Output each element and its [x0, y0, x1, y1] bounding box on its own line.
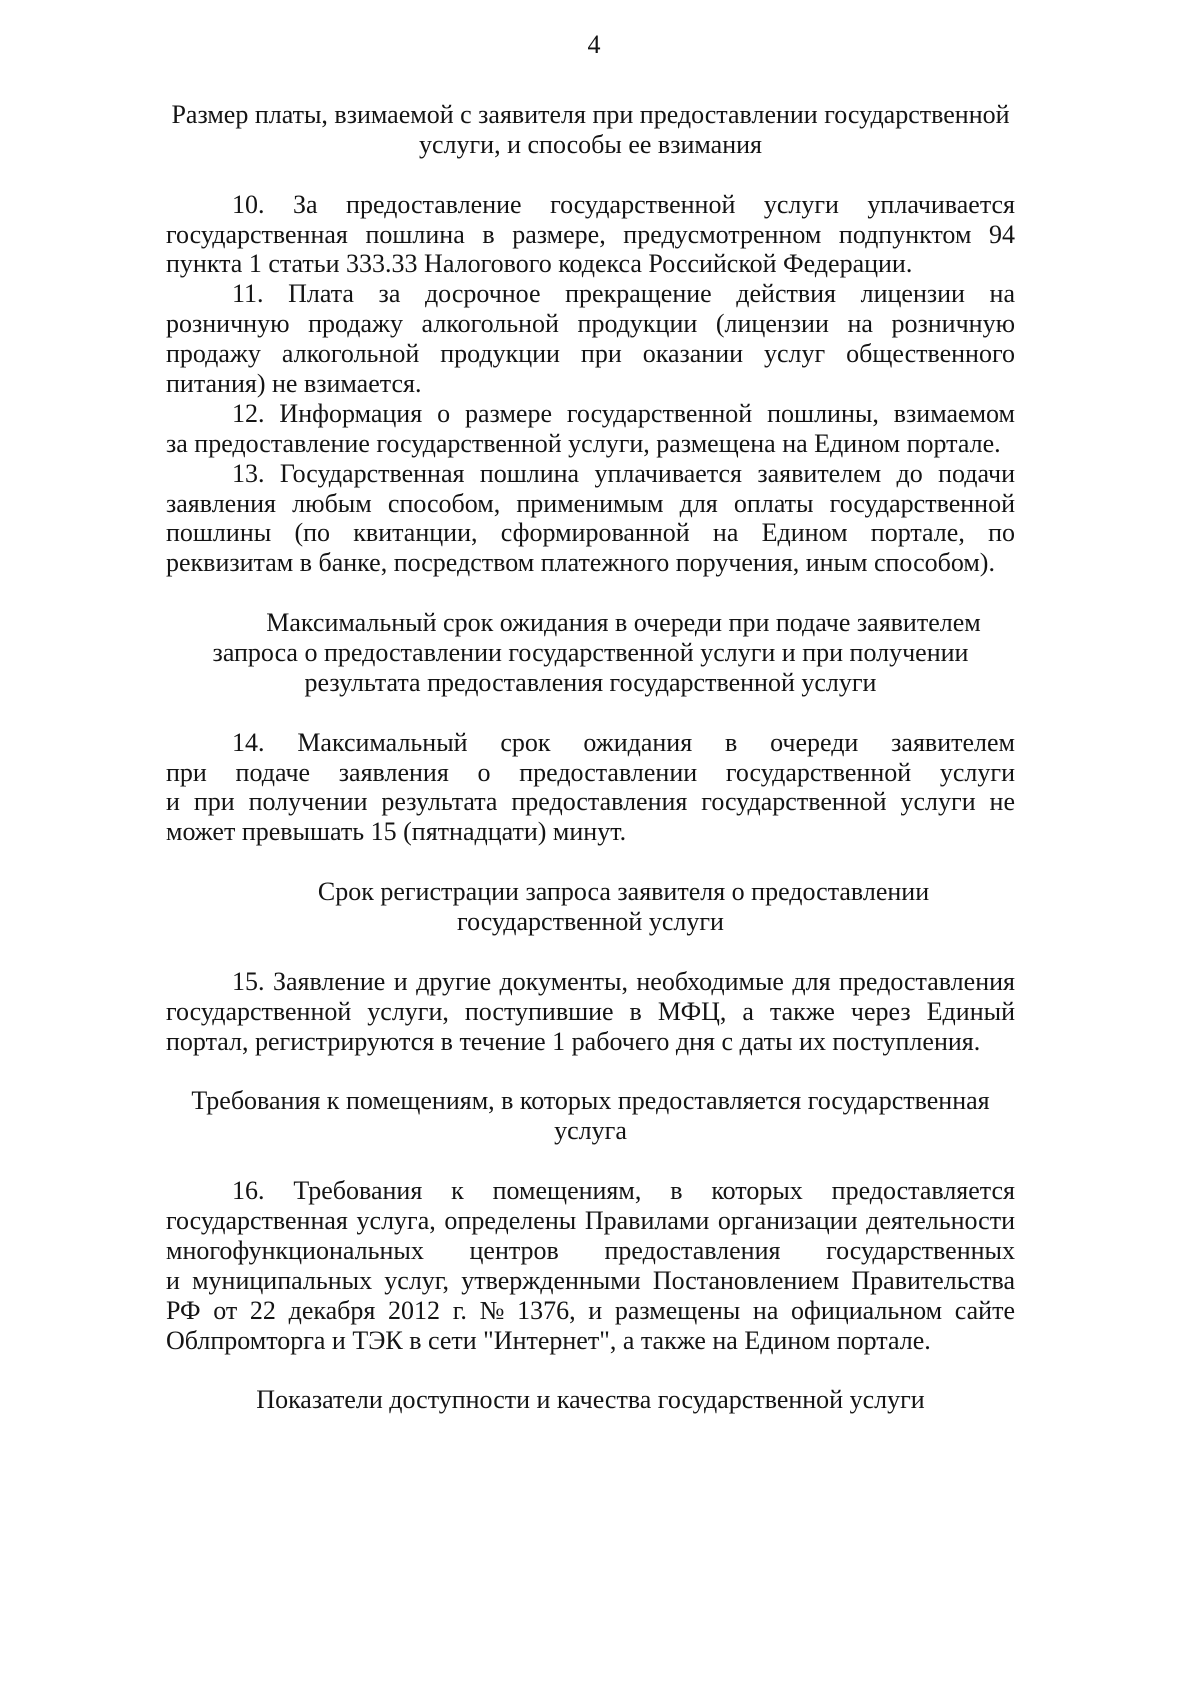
section-heading	[166, 877, 1015, 937]
paragraph-line: реквизитам в банке, посредством платежного поручения, иным способом).	[166, 548, 995, 578]
section-queue-time	[166, 608, 1015, 847]
paragraph-line: заявления любым способом, применимым для оплаты государственной	[166, 488, 1015, 518]
paragraph-line: многофункциональных центров предоставления государственных	[166, 1235, 1015, 1265]
paragraph-12	[166, 399, 1015, 459]
paragraph-line: портал, регистрируются в течение 1 рабочего дня с даты их поступления.	[166, 1026, 981, 1056]
section-premises	[166, 1086, 1015, 1355]
heading-line: Срок регистрации запроса заявителя о предоставлении	[317, 877, 930, 907]
paragraph-line: РФ от 22 декабря 2012 г. № 1376, и размещены на официальном сайте	[166, 1295, 1015, 1325]
section-heading	[166, 1086, 1015, 1146]
paragraph-line: пункта 1 статьи 333.33 Налогового кодекса Российской Федерации.	[166, 249, 913, 279]
paragraph-line: пошлины (по квитанции, сформированной на Едином портале, по	[166, 518, 1015, 548]
paragraph-line: при подаче заявления о предоставлении государственной услуги	[166, 757, 1015, 787]
heading-line: Показатели доступности и качества государственной услуги	[256, 1385, 925, 1415]
section-registration	[166, 877, 1015, 1056]
paragraph-line: 15. Заявление и другие документы, необходимые для предоставления	[232, 966, 1015, 996]
paragraph-line: и муниципальных услуг, утвержденными Постановлением Правительства	[166, 1265, 1015, 1295]
heading-line: результата предоставления государственной услуги	[304, 667, 877, 697]
paragraph-line: 13. Государственная пошлина уплачивается заявителем до подачи	[232, 458, 1015, 488]
paragraph-13	[166, 459, 1015, 579]
paragraph-line: государственной услуги, поступившие в МФЦ, а также через Единый	[166, 996, 1015, 1026]
paragraph-line: продажу алкогольной продукции при оказании услуг общественного	[166, 339, 1015, 369]
paragraph-14	[166, 728, 1015, 848]
paragraph-line: государственная услуга, определены Правилами организации деятельности	[166, 1205, 1015, 1235]
heading-line: запроса о предоставлении государственной услуги и при получении	[212, 638, 969, 668]
page-number: 4	[587, 30, 601, 59]
paragraph-line: государственная пошлина в размере, предусмотренном подпунктом 94	[166, 219, 1015, 249]
heading-line: Максимальный срок ожидания в очереди при подаче заявителем	[266, 608, 981, 638]
paragraph-line: за предоставление государственной услуги, размещена на Едином портале.	[166, 428, 1001, 458]
paragraph-line: Облпромторга и ТЭК в сети "Интернет", а также на Едином портале.	[166, 1325, 931, 1355]
section-heading	[166, 1385, 1015, 1415]
heading-line: Требования к помещениям, в которых предоставляется государственная	[191, 1086, 990, 1116]
paragraph-10	[166, 190, 1015, 280]
paragraph-line: 11. Плата за досрочное прекращение действия лицензии на	[232, 279, 1015, 309]
document-body	[166, 100, 1015, 1445]
paragraph-line: и при получении результата предоставления государственной услуги не	[166, 787, 1015, 817]
paragraph-line: 10. За предоставление государственной услуги уплачивается	[232, 189, 1015, 219]
heading-line: услуга	[554, 1116, 627, 1146]
paragraph-15	[166, 967, 1015, 1057]
heading-line: услуги, и способы ее взимания	[419, 129, 762, 159]
section-fee	[166, 100, 1015, 578]
section-heading	[166, 608, 1015, 698]
paragraph-line: розничную продажу алкогольной продукции (лицензии на розничную	[166, 309, 1015, 339]
paragraph-line: 12. Информация о размере государственной пошлины, взимаемом	[232, 398, 1015, 428]
section-heading	[166, 100, 1015, 160]
heading-line: государственной услуги	[457, 907, 724, 937]
section-accessibility	[166, 1385, 1015, 1415]
paragraph-line: 14. Максимальный срок ожидания в очереди заявителем	[232, 727, 1015, 757]
paragraph-line: питания) не взимается.	[166, 369, 422, 399]
heading-line: Размер платы, взимаемой с заявителя при предоставлении государственной	[171, 100, 1010, 129]
paragraph-line: 16. Требования к помещениям, в которых предоставляется	[232, 1176, 1015, 1206]
paragraph-line: может превышать 15 (пятнадцати) минут.	[166, 817, 627, 847]
paragraph-16	[166, 1176, 1015, 1355]
paragraph-11	[166, 279, 1015, 399]
